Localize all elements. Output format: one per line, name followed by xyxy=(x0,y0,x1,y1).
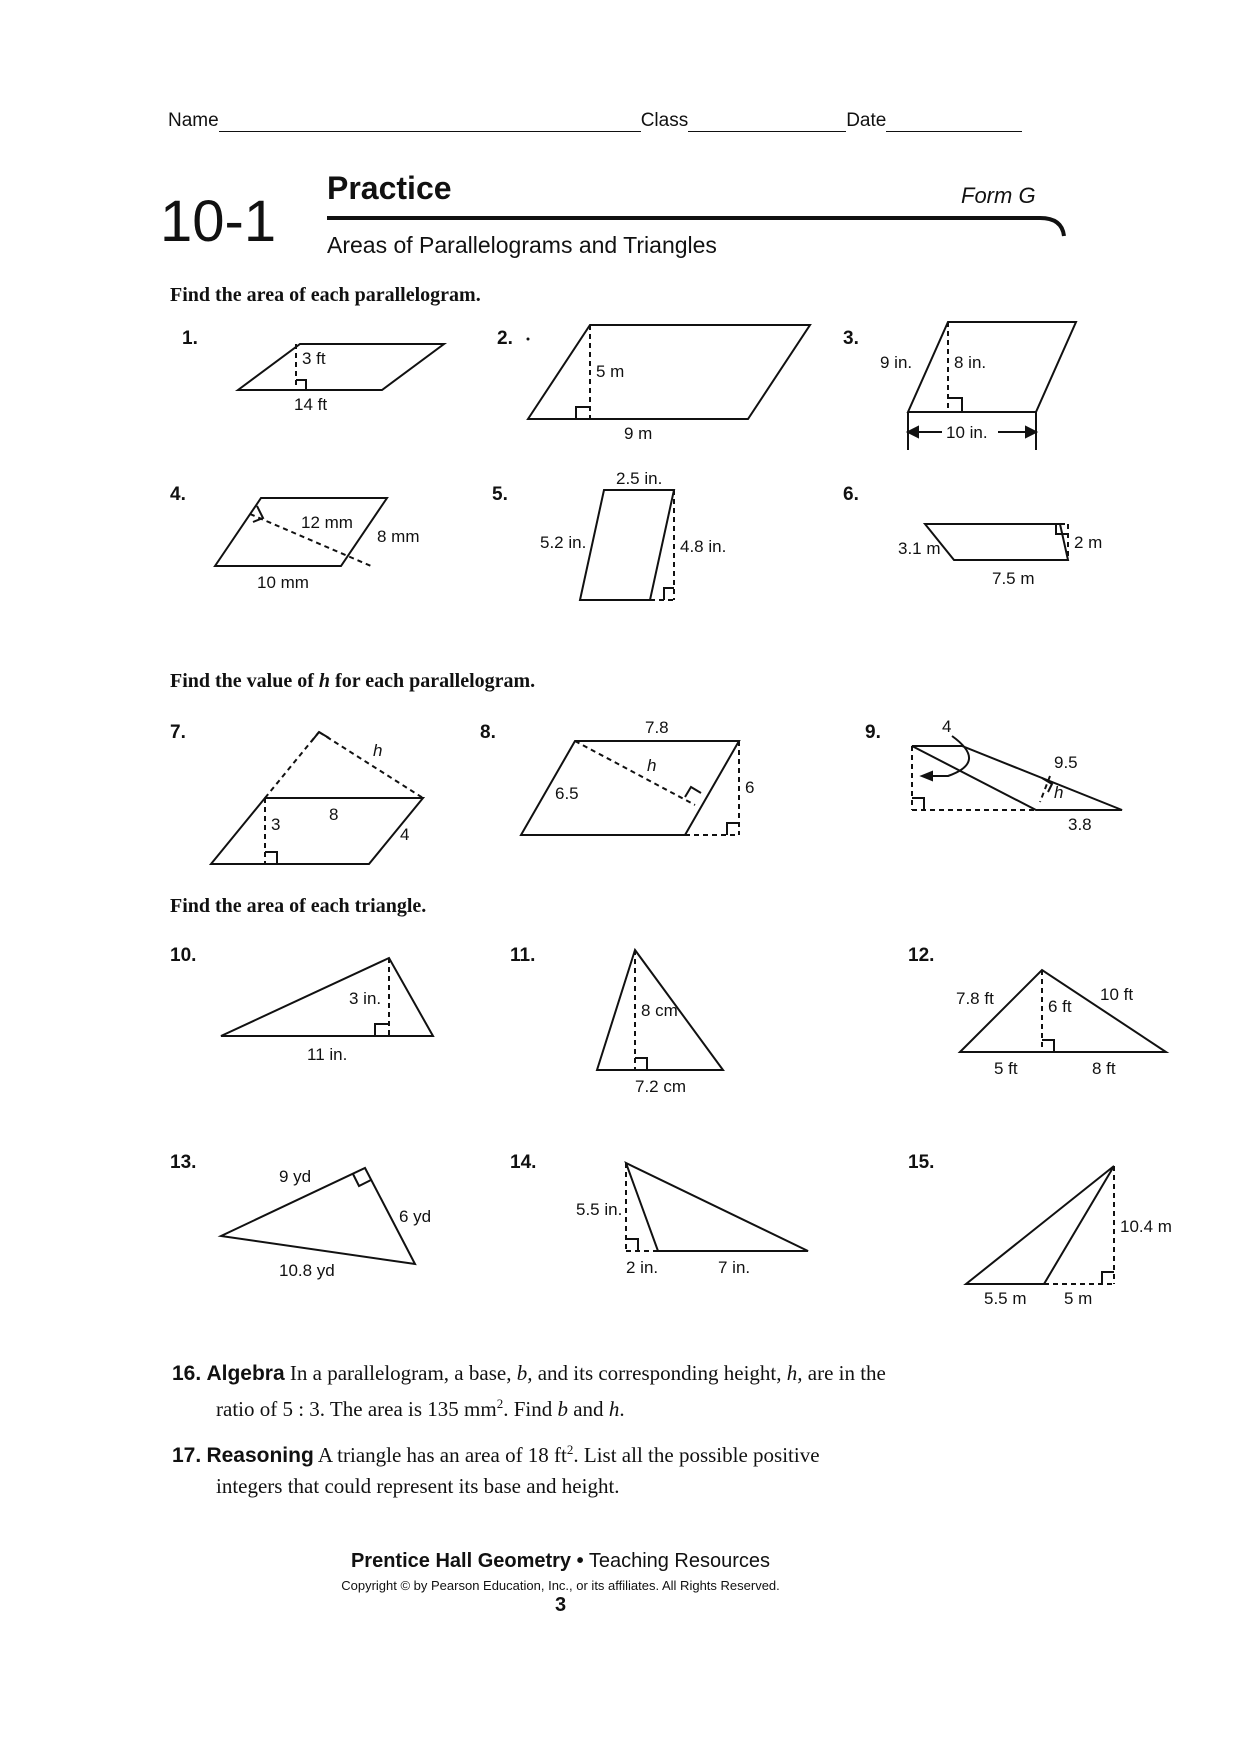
arrow-right xyxy=(1026,427,1036,437)
dim2-label: 9.5 xyxy=(1054,753,1078,772)
problem-9-number: 9. xyxy=(865,722,881,743)
height-label: 3 xyxy=(271,815,281,834)
date-label: Date xyxy=(846,110,887,131)
problem-4-number: 4. xyxy=(170,484,186,505)
lesson-number: 10-1 xyxy=(160,189,277,254)
right-angle-mark-top xyxy=(311,732,329,742)
top-label: 2.5 in. xyxy=(616,469,663,488)
right-angle-mark xyxy=(375,1024,389,1036)
right-angle-mark xyxy=(1042,1040,1054,1052)
altitude-h xyxy=(319,732,423,798)
problem-11-number: 11. xyxy=(510,945,536,966)
height-label: 8 in. xyxy=(954,353,987,372)
problem-2-figure xyxy=(520,315,820,445)
triangle xyxy=(966,1166,1114,1284)
base-label: 5.5 m xyxy=(984,1289,1027,1308)
height-label: 12 mm xyxy=(301,513,353,532)
side-label: 5.2 in. xyxy=(540,533,587,552)
problem-17-number: 17. xyxy=(172,1444,202,1467)
parallelogram xyxy=(912,746,1122,810)
problem-15-figure xyxy=(960,1158,1220,1308)
problem-17-label: Reasoning xyxy=(206,1444,314,1467)
height-label: 3 ft xyxy=(302,349,326,368)
side-label: 8 mm xyxy=(377,527,420,546)
problem-16-label: Algebra xyxy=(206,1362,285,1385)
parallelogram xyxy=(215,498,387,566)
problem-8-figure xyxy=(515,715,775,855)
base-left-label: 5 ft xyxy=(994,1059,1018,1078)
page-title: Practice xyxy=(327,170,452,206)
problem-12-figure xyxy=(950,960,1190,1090)
h-label: h xyxy=(373,741,383,760)
right-angle-mark xyxy=(948,398,962,412)
h-label: h xyxy=(647,756,657,775)
dim3-label: 3.8 xyxy=(1068,815,1092,834)
side-label: 9 in. xyxy=(880,353,913,372)
problem-6-figure xyxy=(880,510,1140,620)
height-label: 8 cm xyxy=(641,1001,678,1020)
side-label: 4 xyxy=(400,825,410,844)
hyp-label: 10.8 yd xyxy=(279,1261,335,1280)
triangle xyxy=(221,958,433,1036)
problem-7-figure xyxy=(205,718,465,878)
right-angle-mark xyxy=(727,823,739,835)
problem-10-figure xyxy=(215,950,455,1070)
right-angle-mark xyxy=(635,1058,647,1070)
problem-1-number: 1. xyxy=(182,328,198,349)
right-angle-mark xyxy=(912,798,924,810)
top-label: 7.8 xyxy=(645,718,669,737)
name-label: Name xyxy=(168,110,219,131)
page-subtitle: Areas of Parallelograms and Triangles xyxy=(327,232,717,258)
arrow-left xyxy=(908,427,918,437)
right-angle-mark-h xyxy=(685,787,701,797)
ext-label: 2 in. xyxy=(626,1258,659,1277)
base-label: 10 mm xyxy=(257,573,309,592)
right-angle-mark xyxy=(626,1239,638,1251)
leg1-label: 9 yd xyxy=(279,1167,312,1186)
height-label: 6 xyxy=(745,778,755,797)
section-heading-find-h: Find the value of h for each parallelogram. xyxy=(170,670,536,692)
base-label: 7.2 cm xyxy=(635,1077,687,1096)
problem-11-figure xyxy=(585,940,805,1096)
triangle xyxy=(221,1168,415,1264)
height-label: 5 m xyxy=(596,362,625,381)
base-label: 7 in. xyxy=(718,1258,751,1277)
h-line xyxy=(575,741,695,805)
base-right-label: 8 ft xyxy=(1092,1059,1116,1078)
h-variable: h xyxy=(318,670,331,692)
problem-15-number: 15. xyxy=(908,1152,935,1173)
problem-16: 16. Algebra In a parallelogram, a base, b, and its corresponding height, h, are in the ratio of 5 : 3. The area is 135 $mm^2$. Find b and h. xyxy=(172,1361,886,1421)
ext-label: 5 m xyxy=(1064,1289,1093,1308)
right-angle-mark xyxy=(664,588,674,600)
problem-1-figure xyxy=(230,330,470,430)
height-label: 10.4 m xyxy=(1120,1217,1172,1236)
parallelogram xyxy=(211,798,423,864)
arrow-head xyxy=(922,772,932,780)
parallelogram xyxy=(908,322,1076,412)
footer-copyright: Copyright © by Pearson Education, Inc., or its affiliates. All Rights Reserved. xyxy=(341,1578,780,1593)
base-label: 11 in. xyxy=(307,1045,348,1064)
problem-7-number: 7. xyxy=(170,722,186,743)
right-angle-mark-bottom xyxy=(265,852,277,864)
leg2-label: 6 yd xyxy=(399,1207,432,1226)
problem-17: 17. Reasoning A triangle has an area of 18 $ft^2$. List all the possible positive integers that could represent its base and height. xyxy=(172,1442,820,1498)
left-side-label: 7.8 ft xyxy=(956,989,994,1008)
problem-5-number: 5. xyxy=(492,484,508,505)
parallelogram xyxy=(580,490,674,600)
height-label: 2 m xyxy=(1074,533,1103,552)
parallelogram xyxy=(528,325,810,419)
section-heading-triangle-area: Find the area of each triangle. xyxy=(170,895,427,917)
problem-12-number: 12. xyxy=(908,945,935,966)
problem-13-number: 13. xyxy=(170,1152,197,1173)
base-label: 10 in. xyxy=(946,423,988,442)
side-label: 3.1 m xyxy=(898,539,941,558)
height-label: 6 ft xyxy=(1048,997,1072,1016)
base-label: 9 m xyxy=(624,424,653,443)
side-label: 6.5 xyxy=(555,784,579,803)
right-side-label: 10 ft xyxy=(1100,985,1134,1004)
problem-14-figure xyxy=(570,1155,830,1285)
parallelogram xyxy=(238,344,444,390)
parallelogram xyxy=(521,741,739,835)
problem-10-number: 10. xyxy=(170,945,197,966)
problem-4-figure xyxy=(205,488,465,598)
form-label: Form G xyxy=(961,183,1036,208)
problem-5-figure xyxy=(530,470,750,610)
problem-9-figure xyxy=(900,718,1140,838)
problem-3-number: 3. xyxy=(843,328,859,349)
problem-2-number: 2. xyxy=(497,328,513,349)
parallelogram xyxy=(925,524,1068,560)
title-rule xyxy=(0,0,1241,260)
right-angle-mark xyxy=(296,380,306,390)
problem-8-number: 8. xyxy=(480,722,496,743)
h-label: h xyxy=(1054,783,1064,802)
problem-16-number: 16. xyxy=(172,1362,202,1385)
problem-6-number: 6. xyxy=(843,484,859,505)
page-number: 3 xyxy=(554,1594,567,1616)
problem-14-number: 14. xyxy=(510,1152,537,1173)
section-heading-parallelogram-area: Find the area of each parallelogram. xyxy=(170,284,481,306)
dim1-label: 4 xyxy=(942,717,952,736)
stray-dot xyxy=(527,338,530,341)
base-label: 7.5 m xyxy=(992,569,1035,588)
height-label: 3 in. xyxy=(349,989,382,1008)
base-label: 8 xyxy=(329,805,339,824)
class-label: Class xyxy=(640,110,689,131)
problem-3-figure xyxy=(880,310,1120,460)
triangle xyxy=(626,1163,808,1251)
height-label: 4.8 in. xyxy=(680,537,727,556)
right-angle-mark xyxy=(1102,1272,1114,1284)
right-angle-mark xyxy=(576,407,590,419)
footer-book: Prentice Hall Geometry • Teaching Resources xyxy=(350,1550,771,1572)
problem-13-figure xyxy=(215,1160,455,1290)
height-label: 5.5 in. xyxy=(576,1200,623,1219)
base-label: 14 ft xyxy=(294,395,328,414)
